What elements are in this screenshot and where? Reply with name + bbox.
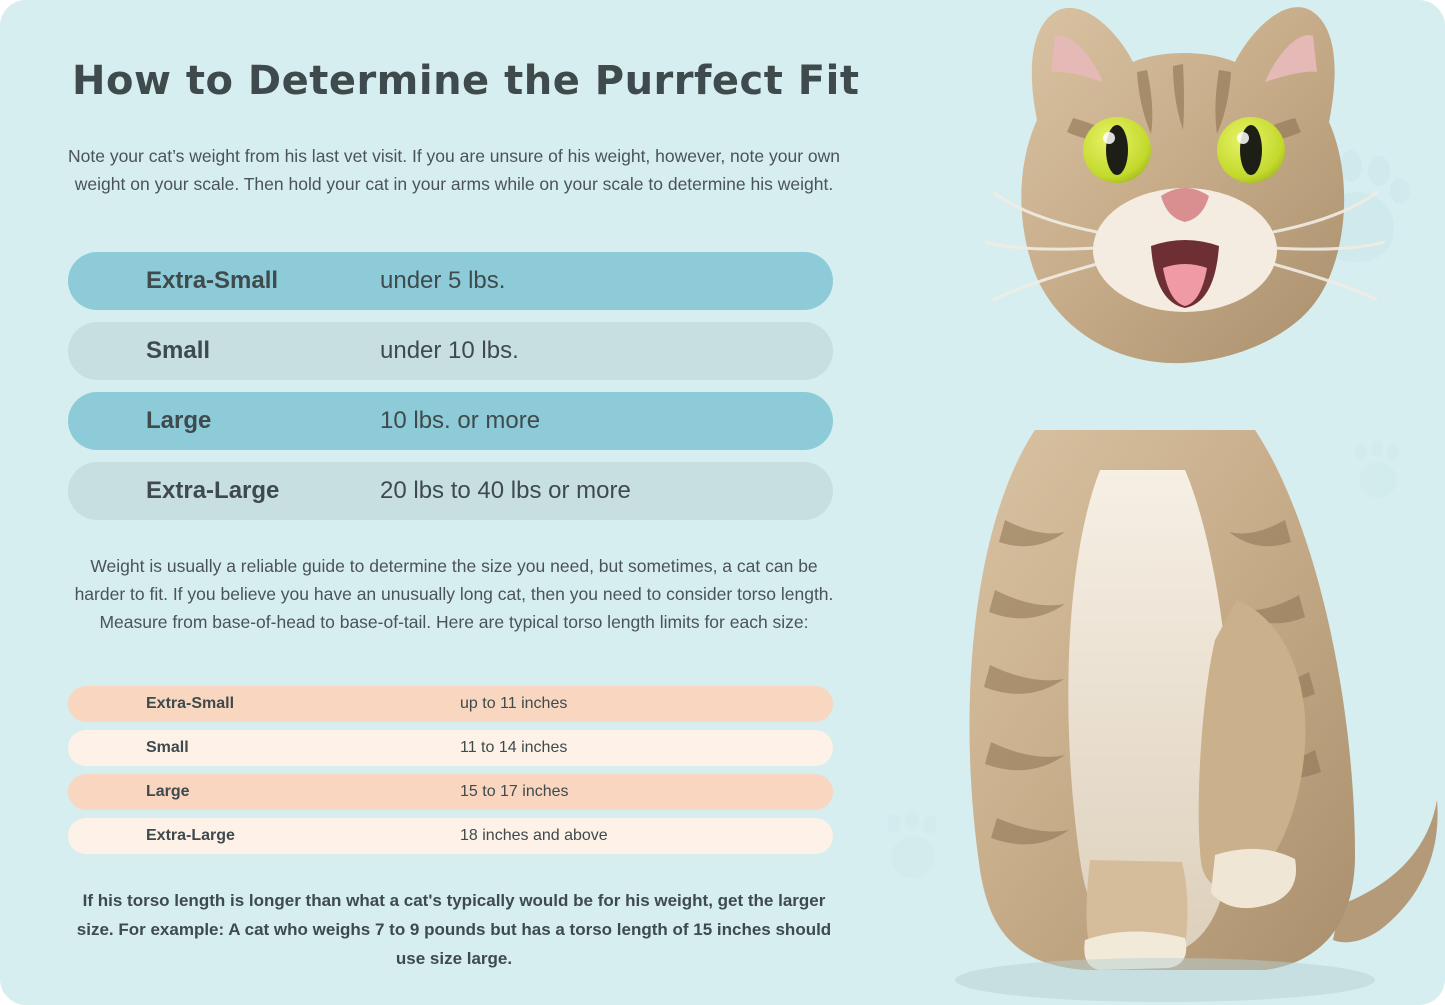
size-label: Large xyxy=(146,407,212,434)
size-value: under 5 lbs. xyxy=(380,267,506,294)
size-value: 20 lbs to 40 lbs or more xyxy=(380,477,631,504)
table-row xyxy=(68,462,833,520)
size-value: 18 inches and above xyxy=(460,827,608,844)
table-row xyxy=(68,322,833,380)
size-value: 15 to 17 inches xyxy=(460,783,569,800)
footnote-paragraph: If his torso length is longer than what a cat's typically would be for his weight, get the larger size. For example: A cat who weighs 7 to 9 pounds but has a torso length of 15 inches should use size large. xyxy=(76,891,832,968)
torso-explanation-paragraph: Weight is usually a reliable guide to determine the size you need, but sometimes, a cat can be harder to fit. If you believe you have an unusually long cat, then you need to consider torso length. Measure from base-of-head to base-of-tail. Here are typical torso length limits for each size: xyxy=(74,556,834,632)
size-label: Small xyxy=(146,337,211,364)
table-row xyxy=(68,818,833,854)
size-label: Extra-Small xyxy=(146,267,279,294)
size-label: Extra-Small xyxy=(146,695,235,712)
table-row xyxy=(68,686,833,722)
cat-photo xyxy=(885,0,1445,1005)
table-row xyxy=(68,774,833,810)
table-row xyxy=(68,730,833,766)
size-label: Extra-Large xyxy=(146,477,280,504)
cat-illustration xyxy=(885,0,1445,1005)
size-label: Extra-Large xyxy=(146,827,235,844)
table-row xyxy=(68,392,833,450)
size-label: Small xyxy=(146,739,189,756)
size-value: under 10 lbs. xyxy=(380,337,519,364)
size-value: 10 lbs. or more xyxy=(380,407,541,434)
size-label: Large xyxy=(146,783,190,800)
weight-size-table xyxy=(68,252,833,532)
intro-paragraph: Note your cat’s weight from his last vet visit. If you are unsure of his weight, however, note your own weight on your scale. Then hold your cat in your arms while on your scale to determine his weight. xyxy=(68,146,840,194)
torso-length-table xyxy=(68,686,833,862)
table-row xyxy=(68,252,833,310)
size-value: up to 11 inches xyxy=(460,695,568,712)
page-title: How to Determine the Purrfect Fit xyxy=(72,58,860,104)
size-value: 11 to 14 inches xyxy=(460,739,568,756)
